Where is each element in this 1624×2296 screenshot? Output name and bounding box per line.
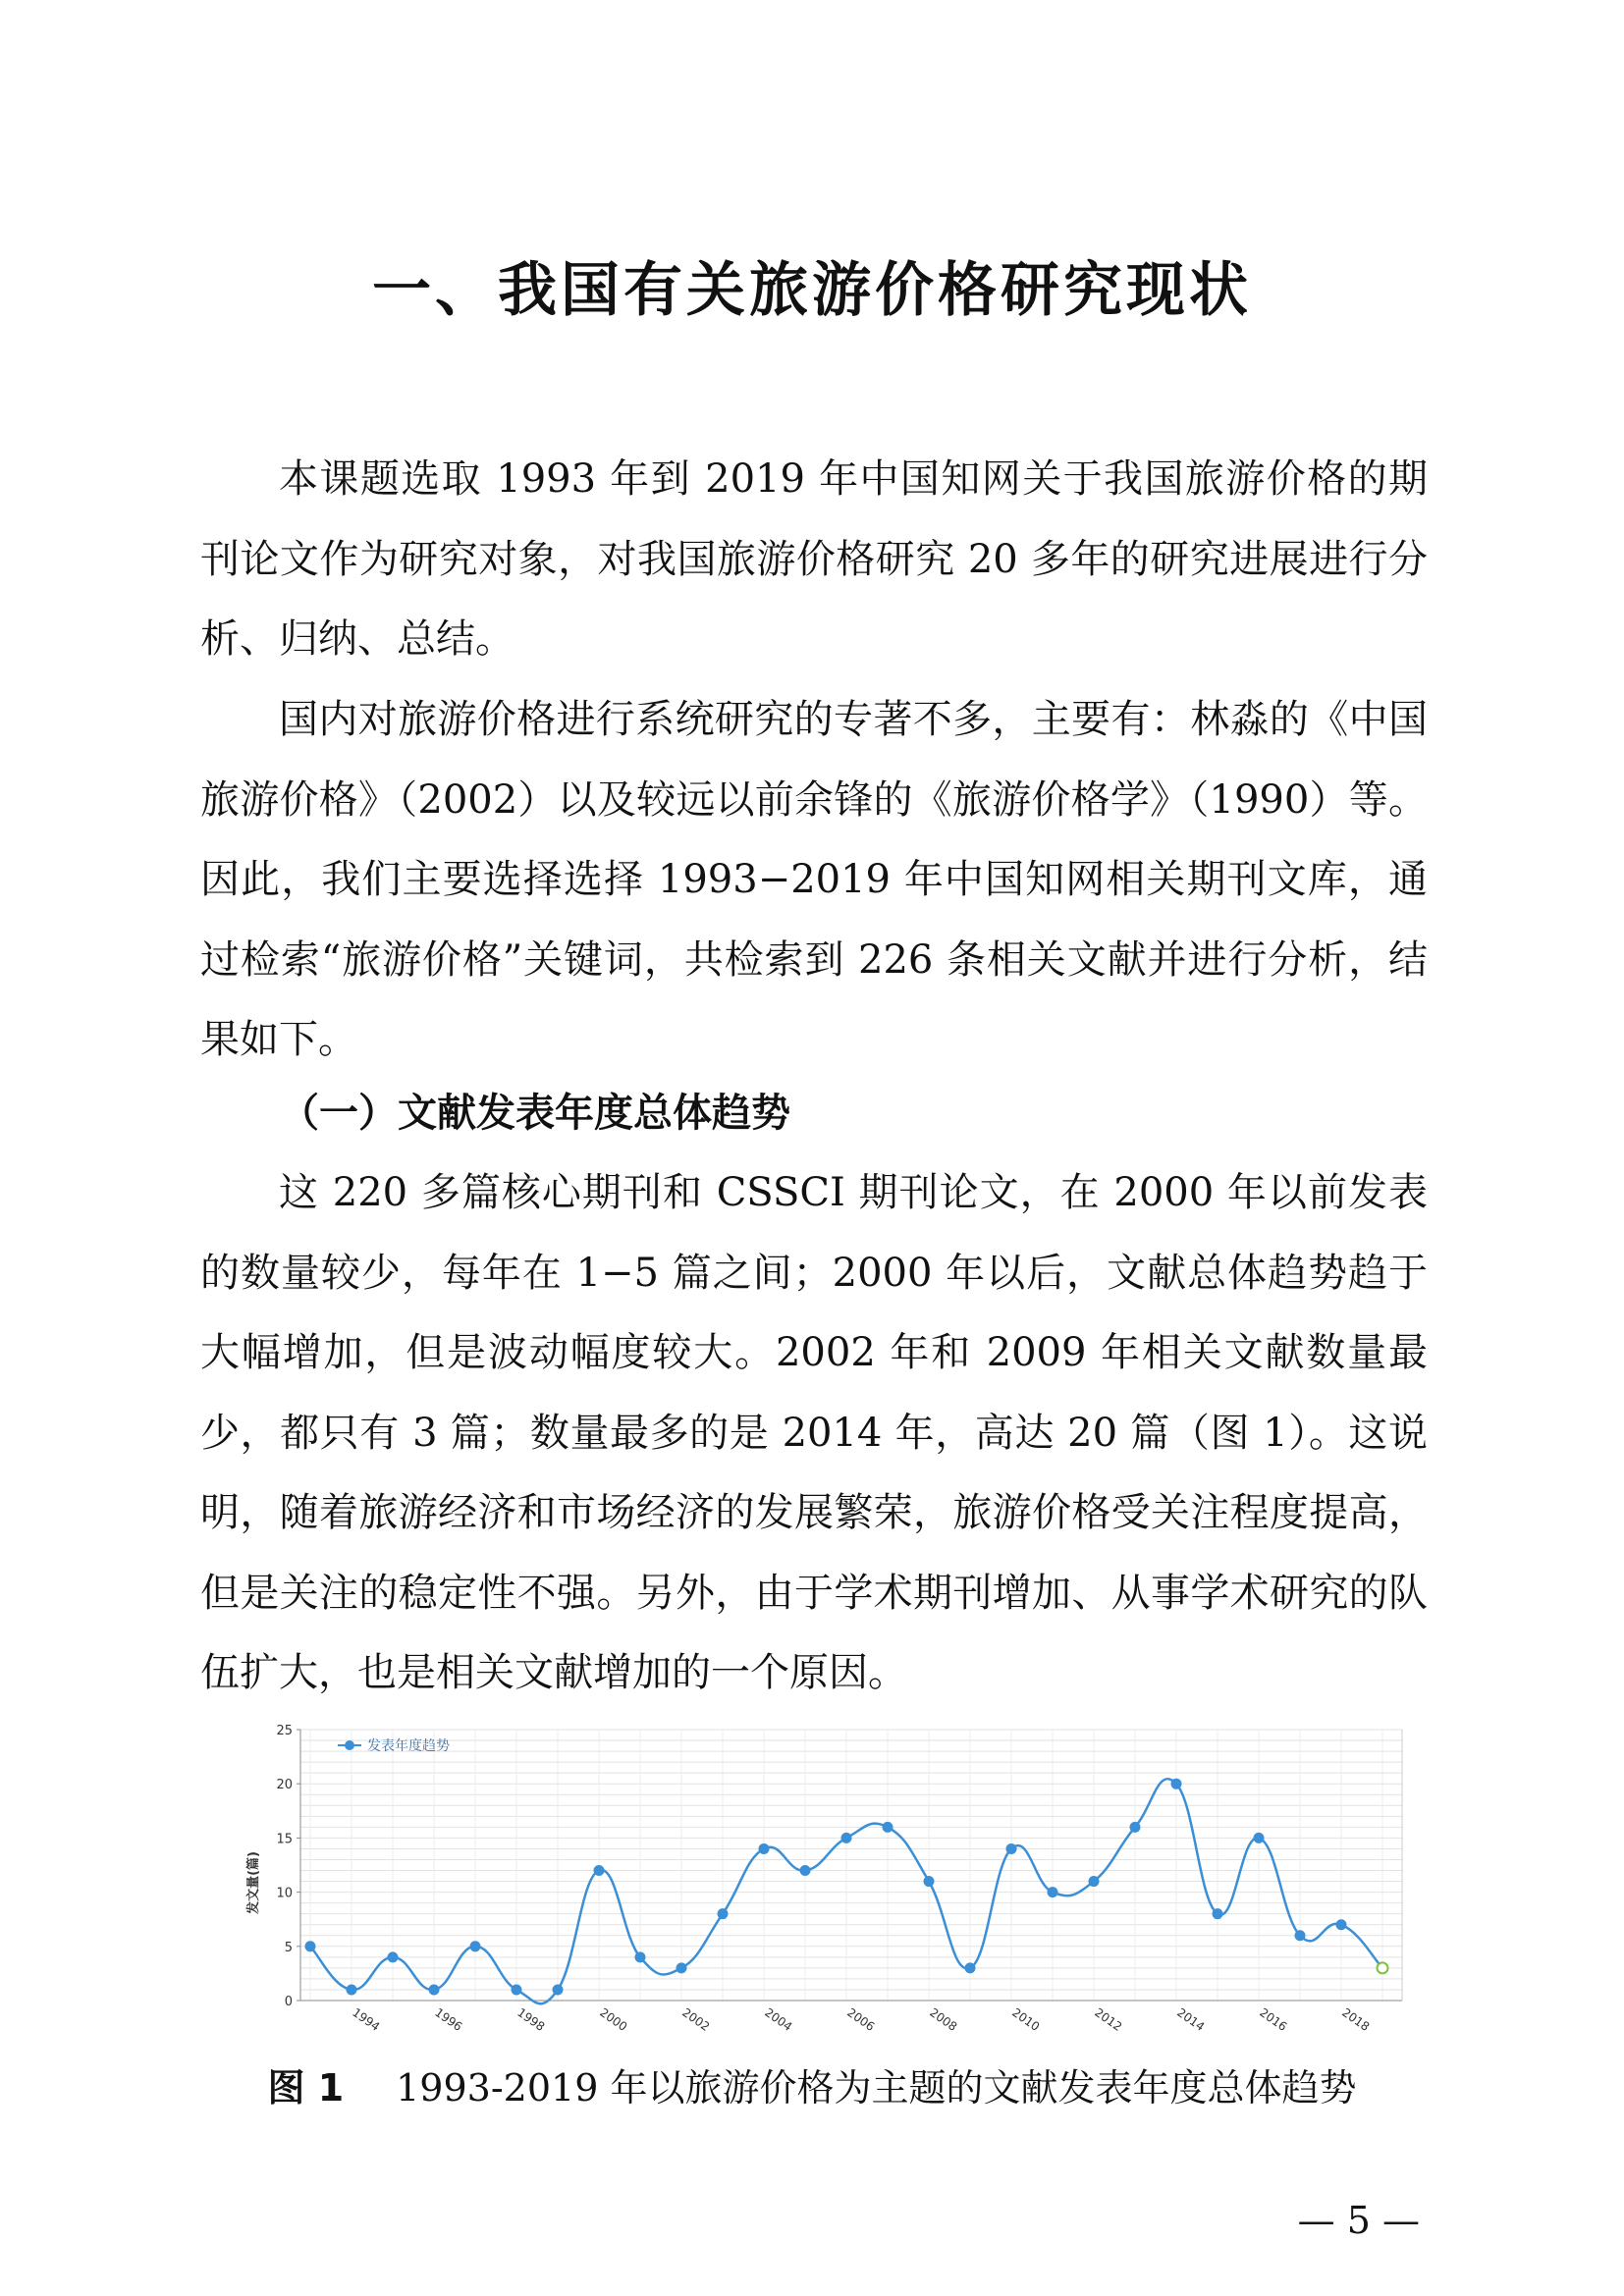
x-tick-label: 2002 <box>679 2004 713 2034</box>
y-axis-label: 发文量(篇) <box>246 1851 261 1914</box>
page-number: — 5 — <box>1297 2199 1420 2242</box>
x-tick-label: 2014 <box>1174 2004 1208 2034</box>
y-tick-labels <box>276 1724 300 2009</box>
data-point <box>635 1952 645 1962</box>
data-point <box>305 1942 315 1951</box>
x-tick-label: 1998 <box>514 2004 548 2034</box>
caption-label: 图 1 <box>267 2066 345 2109</box>
figure-caption <box>0 2057 1624 2111</box>
x-tick-labels <box>350 2005 1372 2034</box>
data-point <box>841 1833 851 1842</box>
paragraph-3 <box>200 1153 1428 1714</box>
x-tick-label: 2018 <box>1339 2004 1373 2034</box>
data-point <box>1048 1888 1057 1897</box>
data-point <box>1006 1843 1016 1853</box>
y-tick-label: 5 <box>284 1940 293 1955</box>
chart-grid <box>300 1730 1402 2001</box>
data-point <box>1171 1779 1181 1789</box>
data-point <box>1254 1833 1264 1842</box>
data-point <box>1130 1822 1140 1832</box>
x-tick-label: 1996 <box>432 2004 465 2034</box>
y-tick-label: 15 <box>276 1832 293 1847</box>
x-tick-label: 2004 <box>762 2004 795 2034</box>
chart-svg <box>240 1716 1408 2050</box>
y-tick-label: 20 <box>276 1778 293 1793</box>
page-title: 一、我国有关旅游价格研究现状 <box>372 256 1252 325</box>
data-point <box>759 1843 769 1853</box>
section-heading: （一）文献发表年度总体趋势 <box>280 1091 790 1136</box>
chart-axes <box>300 1730 1402 2001</box>
y-tick-label: 0 <box>284 1995 293 2009</box>
x-tick-label: 1994 <box>350 2004 383 2034</box>
data-point <box>594 1866 604 1876</box>
x-tick-label: 2012 <box>1092 2004 1125 2034</box>
data-point <box>1089 1877 1099 1887</box>
y-tick-label: 10 <box>276 1886 293 1901</box>
paragraph-2 <box>200 680 1428 1081</box>
data-point <box>1336 1920 1346 1930</box>
data-point <box>800 1866 810 1876</box>
paragraph-text: 这 220 多篇核心期刊和 CSSCI 期刊论文，在 2000 年以前发表的数量较少，每年在 1−5 篇之间；2000 年以后，文献总体趋势趋于大幅增加，但是波动幅度较大。2002 年和 2009 年相关文献数量最少，都只有 3 篇；数量最多的是 2014 年，高达 20 篇（图 1）。这说明，随着旅游经济和市场经济的发展繁荣，旅游价格受关注程度提高，但是关注的稳定性不强。另外，由于学术期刊增加、从事学术研究的队伍扩大，也是相关文献增加的一个原因。 <box>200 1170 1428 1695</box>
data-point <box>1295 1931 1305 1941</box>
data-point <box>429 1985 439 1995</box>
data-point <box>718 1909 728 1919</box>
data-point <box>512 1985 521 1995</box>
data-point <box>470 1942 480 1951</box>
paragraph-1 <box>200 440 1428 680</box>
trend-chart <box>240 1716 1408 2050</box>
data-point <box>553 1985 563 1995</box>
x-tick-label: 2006 <box>844 2004 878 2034</box>
data-point <box>677 1963 686 1973</box>
data-point <box>924 1877 934 1887</box>
data-point <box>347 1985 356 1995</box>
legend-label: 发表年度趋势 <box>367 1738 450 1754</box>
x-tick-label: 2016 <box>1257 2004 1290 2034</box>
data-point <box>1213 1909 1222 1919</box>
y-tick-label: 25 <box>276 1724 293 1738</box>
x-tick-label: 2010 <box>1009 2004 1043 2034</box>
paragraph-text: 国内对旅游价格进行系统研究的专著不多，主要有：林淼的《中国旅游价格》（2002）以及较远以前余锋的《旅游价格学》（1990）等。因此，我们主要选择选择 1993−2019 年中国知网相关期刊文库，通过检索“旅游价格”关键词，共检索到 226 条相关文献并进行分析，结果如下。 <box>200 697 1428 1062</box>
legend-marker <box>345 1740 354 1750</box>
x-tick-label: 2000 <box>597 2004 630 2034</box>
data-point <box>1378 1962 1388 1973</box>
data-point <box>388 1952 398 1962</box>
x-tick-label: 2008 <box>927 2004 960 2034</box>
paragraph-text: 本课题选取 1993 年到 2019 年中国知网关于我国旅游价格的期刊论文作为研究对象，对我国旅游价格研究 20 多年的研究进展进行分析、归纳、总结。 <box>200 456 1428 662</box>
data-point <box>883 1822 893 1832</box>
data-point <box>965 1963 975 1973</box>
caption-text: 1993-2019 年以旅游价格为主题的文献发表年度总体趋势 <box>396 2066 1357 2109</box>
